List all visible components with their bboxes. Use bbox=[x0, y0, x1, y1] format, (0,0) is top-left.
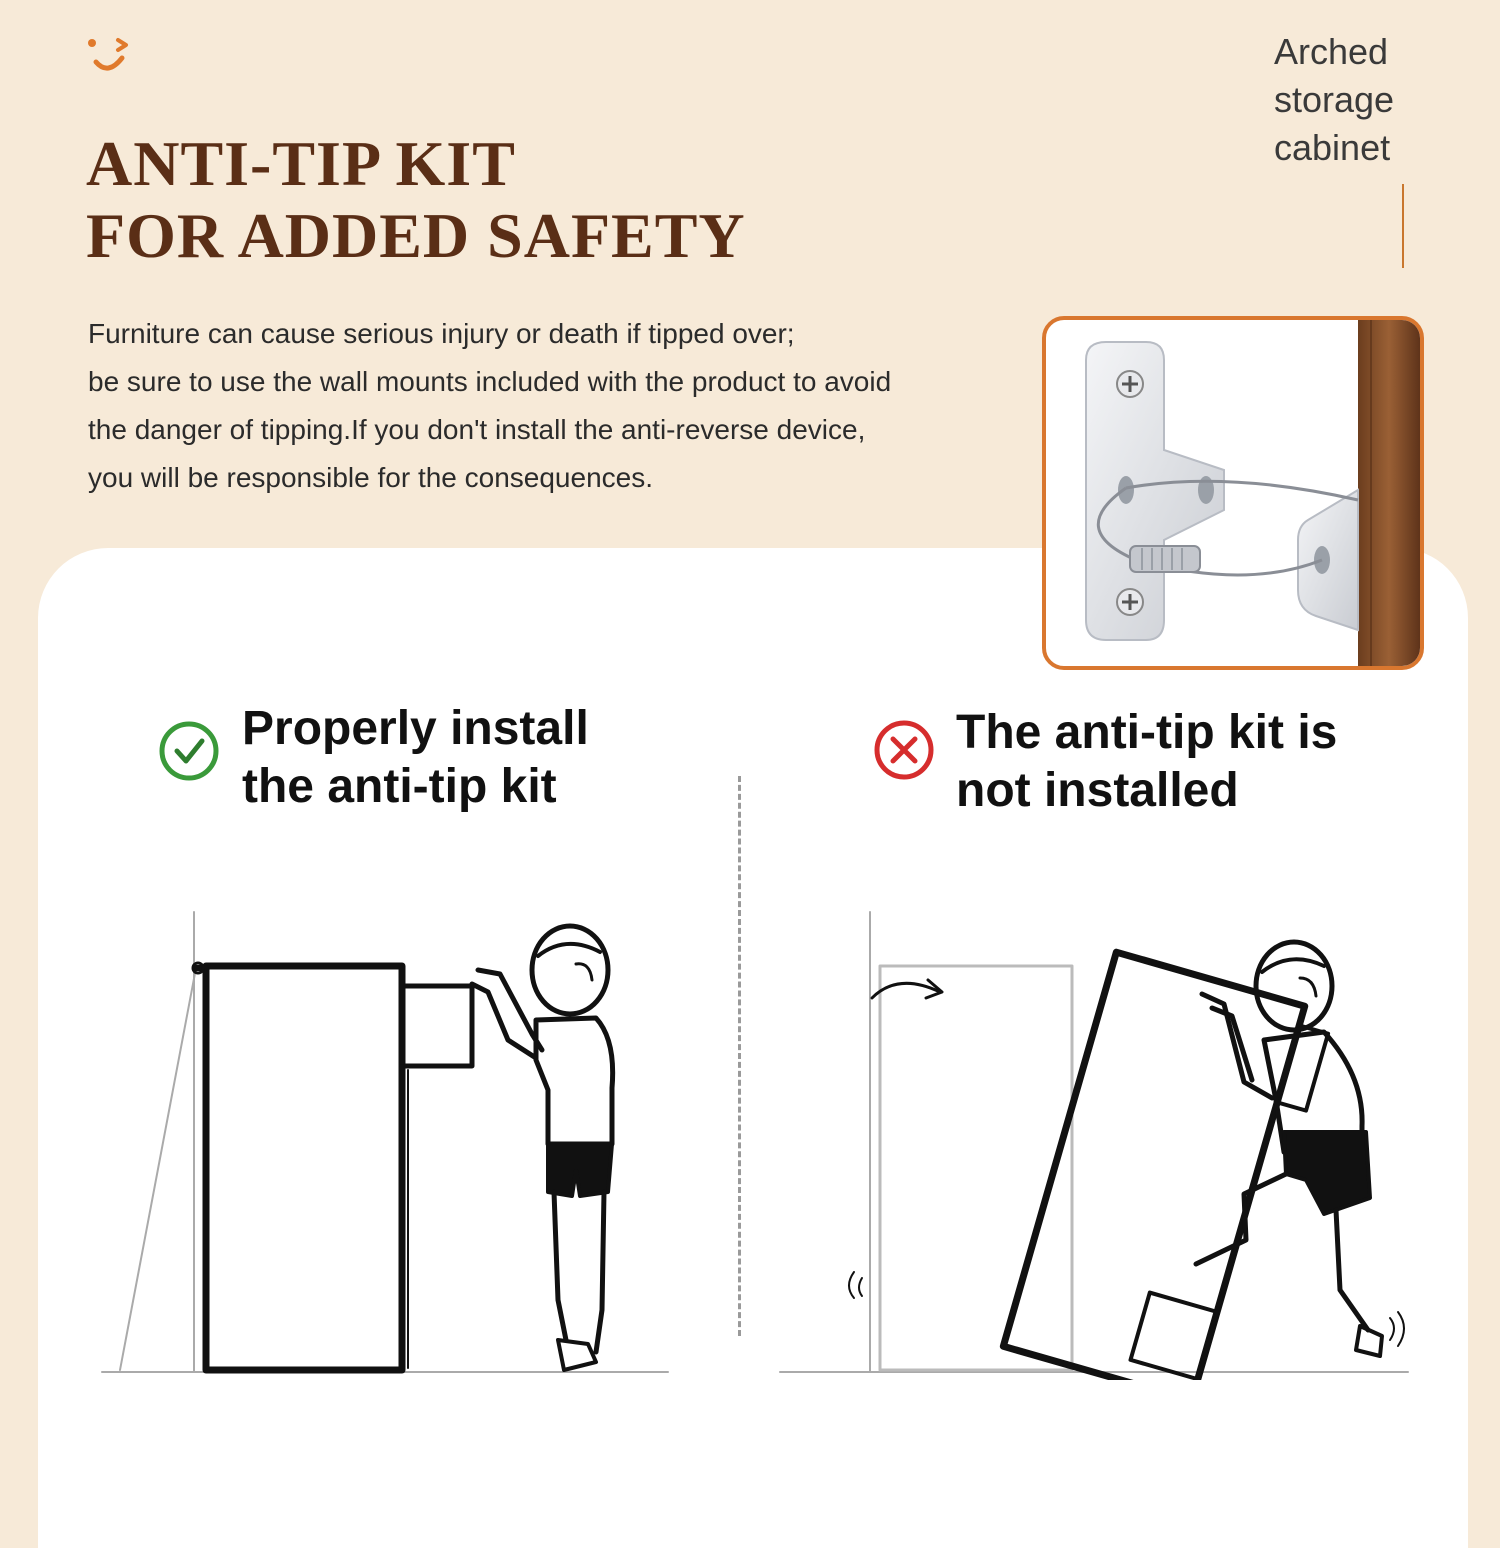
x-circle-icon bbox=[872, 718, 936, 782]
product-label-line-2: storage bbox=[1274, 79, 1395, 120]
warning-text bbox=[88, 310, 1048, 502]
product-label bbox=[1274, 28, 1394, 172]
label-divider-line bbox=[1402, 184, 1404, 268]
page-title bbox=[86, 128, 746, 272]
product-label-line-1: Arched bbox=[1274, 31, 1389, 72]
product-label-line-3: cabinet bbox=[1274, 127, 1391, 168]
incorrect-caption-line-1: The anti-tip kit is bbox=[956, 706, 1338, 759]
check-circle-icon bbox=[158, 720, 220, 782]
warning-line-1: Furniture can cause serious injury or death if tipped over; bbox=[88, 318, 795, 349]
incorrect-caption bbox=[956, 704, 1337, 820]
comparison-divider bbox=[738, 776, 741, 1336]
properly-installed-illustration bbox=[96, 900, 676, 1380]
warning-line-2: be sure to use the wall mounts included with the product to avoid bbox=[88, 366, 892, 397]
correct-caption-line-1: Properly install bbox=[242, 702, 589, 755]
correct-caption bbox=[242, 700, 589, 816]
anti-tip-bracket-photo bbox=[1042, 316, 1424, 670]
correct-caption-line-2: the anti-tip kit bbox=[242, 760, 557, 813]
not-installed-illustration bbox=[776, 900, 1416, 1380]
warning-line-4: you will be responsible for the consequences. bbox=[88, 462, 654, 493]
incorrect-caption-line-2: not installed bbox=[956, 764, 1239, 817]
brand-logo-icon bbox=[84, 34, 134, 78]
title-line-2: FOR ADDED SAFETY bbox=[86, 200, 746, 271]
warning-line-3: the danger of tipping.If you don't install the anti-reverse device, bbox=[88, 414, 866, 445]
title-line-1: ANTI-TIP KIT bbox=[86, 128, 516, 199]
